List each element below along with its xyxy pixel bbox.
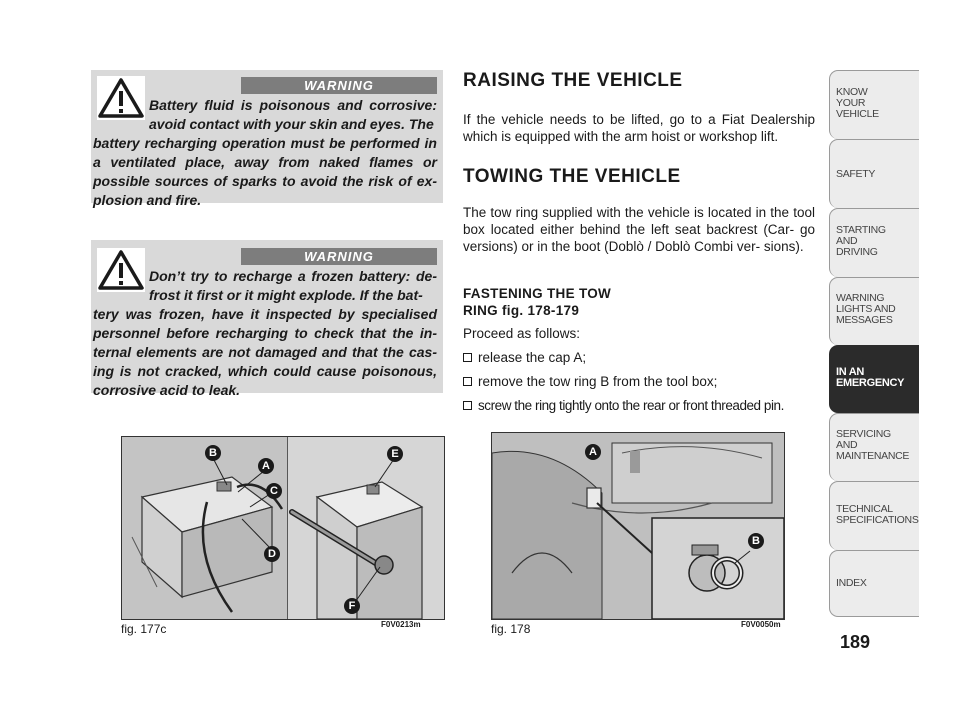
figure-caption: fig. 177c	[121, 622, 167, 636]
checkbox-bullet-icon	[463, 377, 472, 386]
tab-safety[interactable]	[829, 139, 919, 208]
step-text: screw the ring tightly onto the rear or front threaded pin.	[478, 398, 784, 413]
callout-badge-f: F	[344, 598, 360, 614]
tab-label: TECHNICAL SPECIFICATIONS	[836, 503, 919, 526]
callout-badge-a: A	[585, 444, 601, 460]
tab-servicing-and-maintenance[interactable]	[829, 413, 919, 481]
figure-178	[491, 432, 785, 620]
list-item	[463, 373, 717, 390]
checkbox-bullet-icon	[463, 401, 472, 410]
figure-code: F0V0050m	[741, 620, 781, 629]
warning-text	[93, 267, 437, 400]
page-number: 189	[840, 632, 871, 652]
callout-badge-b: B	[205, 445, 221, 461]
tab-warning-lights-and-messages[interactable]	[829, 277, 919, 345]
tab-technical-specifications[interactable]	[829, 481, 919, 550]
raising-text: If the vehicle needs to be lifted, go to a Fiat Dealership which is equipped with the arm hoist or workshop lift.	[463, 112, 815, 144]
warning-box-1	[91, 70, 443, 208]
warning-lead: Don’t try to recharge a frozen battery: de- frost it first or it might explode. If the bat-	[149, 268, 437, 303]
tab-label: WARNING LIGHTS AND MESSAGES	[836, 292, 896, 326]
warning-body: tery was frozen, have it inspected by specialised personnel before recharging to check that the in- ternal elements are not damaged and that the cas- ing is not cracked, which could cause poisonous, corrosive acid to leak.	[93, 306, 437, 398]
warning-title: WARNING	[241, 77, 437, 94]
tab-know-your-vehicle[interactable]	[829, 70, 919, 139]
subheading-fastening	[463, 285, 611, 319]
warning-body: battery recharging operation must be performed in a ventilated place, away from naked flames or possible sources of sparks to avoid the risk of ex- plosion and fire.	[93, 135, 437, 208]
warning-text	[93, 96, 437, 210]
tab-label: SAFETY	[836, 168, 876, 180]
figure-caption: fig. 178	[491, 622, 531, 636]
step-text: release the cap A;	[478, 350, 587, 365]
figure-code: F0V0213m	[381, 620, 421, 629]
callout-badge-b: B	[748, 533, 764, 549]
callout-badge-a: A	[258, 458, 274, 474]
tab-in-an-emergency[interactable]	[829, 345, 919, 413]
heading-raising: RAISING THE VEHICLE	[463, 70, 683, 91]
tab-label: IN AN EMERGENCY	[836, 366, 905, 389]
tab-label: INDEX	[836, 577, 867, 589]
tab-label: KNOW YOUR VEHICLE	[836, 86, 879, 120]
warning-lead: Battery fluid is poisonous and corrosive: avoid contact with your skin and eyes. The	[149, 97, 437, 132]
tab-label: STARTING AND DRIVING	[836, 224, 886, 258]
tow-ring-illustration	[492, 433, 784, 619]
callout-badge-e: E	[387, 446, 403, 462]
list-item	[463, 397, 784, 414]
callout-badge-c: C	[266, 483, 282, 499]
warning-title: WARNING	[241, 248, 437, 265]
tab-index[interactable]	[829, 550, 919, 617]
subheading-line-2: RING fig. 178-179	[463, 303, 580, 318]
towing-text: The tow ring supplied with the vehicle is located in the tool box located either behind the left seat backrest (Car- go versions) or in the boot (Doblò / Doblò Combi ver- sions).	[463, 205, 815, 254]
tab-starting-and-driving[interactable]	[829, 208, 919, 277]
list-item	[463, 349, 586, 366]
proceed-text: Proceed as follows:	[463, 326, 581, 341]
tab-label: SERVICING AND MAINTENANCE	[836, 428, 910, 462]
warning-box-2	[91, 240, 443, 398]
battery-illustration	[122, 437, 444, 619]
step-text: remove the tow ring B from the tool box;	[478, 374, 718, 389]
figure-177c	[121, 436, 445, 620]
checkbox-bullet-icon	[463, 353, 472, 362]
subheading-line-1: FASTENING THE TOW	[463, 286, 612, 301]
callout-badge-d: D	[264, 546, 280, 562]
heading-towing: TOWING THE VEHICLE	[463, 166, 681, 187]
